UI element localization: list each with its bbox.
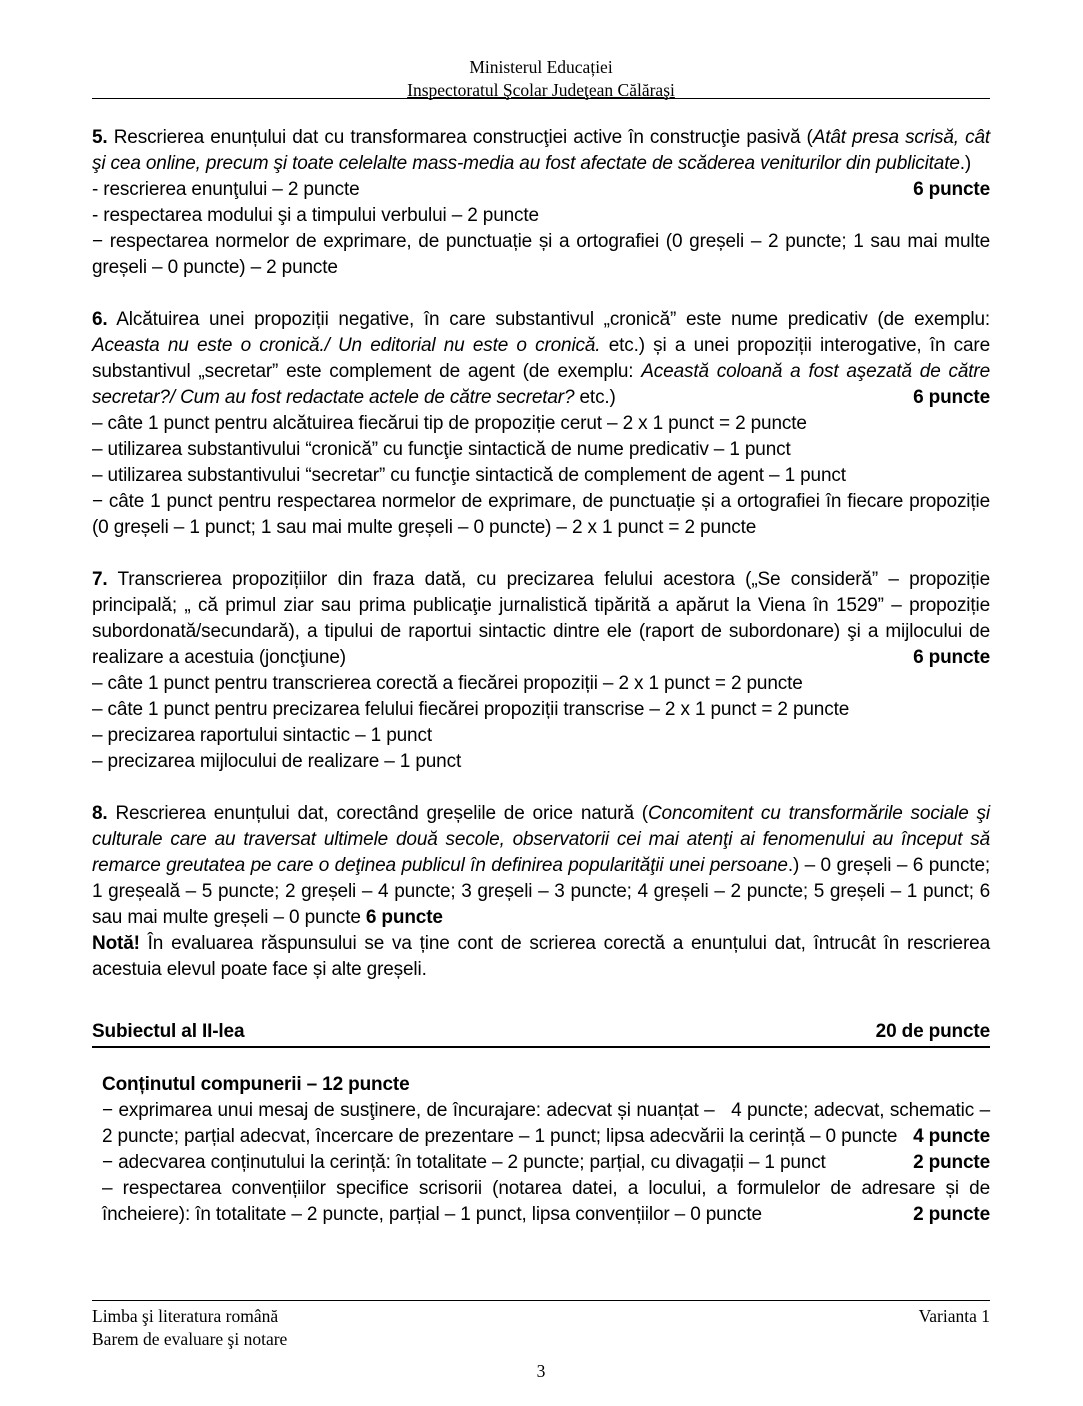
criterion-3-points: 2 puncte xyxy=(913,1204,990,1225)
section-heading-subiect2 xyxy=(92,1019,990,1048)
inspectorate-title: Inspectoratul Şcolar Judeţean Călăraşi xyxy=(407,80,675,100)
item-6-criterion: – utilizarea substantivului “cronică” cu funcţie sintactică de nume predicativ – 1 punct xyxy=(92,439,791,460)
nota-paragraph xyxy=(92,931,990,983)
item-6-text-end: etc.) xyxy=(574,387,616,408)
item-number: 8. xyxy=(92,803,108,824)
page-number: 3 xyxy=(536,1361,546,1381)
item-7-criterion: – precizarea mijlocului de realizare – 1 punct xyxy=(92,751,462,772)
continutul-criterion-1 xyxy=(102,1098,990,1150)
item-5-criterion: − respectarea normelor de exprimare, de punctuație și a ortografiei (0 greșeli – 2 puncte; 1 sau mai multe greșeli – 0 puncte) – 2 puncte xyxy=(92,231,990,278)
page-header xyxy=(92,56,990,102)
item-6-criterion: – câte 1 punct pentru alcătuirea fiecărui tip de propoziție cerut – 2 x 1 punct = 2 puncte xyxy=(92,413,807,434)
criterion-2-text: − adecvarea conținutului la cerință: în totalitate – 2 puncte; parțial, cu divagații – 1 punct xyxy=(102,1152,826,1173)
item-6 xyxy=(92,307,990,541)
footer-doc-type: Barem de evaluare şi notare xyxy=(92,1329,288,1349)
item-number: 5. xyxy=(92,127,108,148)
item-number: 7. xyxy=(92,569,108,590)
item-7-criterion: – precizarea raportului sintactic – 1 punct xyxy=(92,725,432,746)
criterion-1-points: 4 puncte xyxy=(913,1126,990,1147)
subiect2-title: Subiectul al II-lea xyxy=(92,1021,245,1042)
footer-rule xyxy=(92,1300,990,1301)
ministry-title: Ministerul Educației xyxy=(469,57,613,77)
item-6-statement xyxy=(92,307,990,411)
nota-text: În evaluarea răspunsului se va ține cont de scrierea corectă a enunțului dat, întrucât în rescrierea acestuia elevul poate face și alte greșeli. xyxy=(92,933,990,980)
item-6-points: 6 puncte xyxy=(913,387,990,408)
item-5-text: Rescrierea enunțului dat cu transformarea construcţiei active în construcţie pasivă ( xyxy=(107,127,813,148)
footer-row xyxy=(92,1305,990,1351)
nota-label: Notă! xyxy=(92,933,140,954)
item-8 xyxy=(92,801,990,983)
item-5-quoted-sentence: Atât presa scrisă, cât şi cea online, precum şi toate celelalte mass-media au fost afectate de scăderea veniturilor din publicitate xyxy=(92,127,990,174)
item-number: 6. xyxy=(92,309,108,330)
item-6-text: Alcătuirea unei propoziții negative, în care substantivul „cronică” este nume predicativ (de exemplu: xyxy=(107,309,990,330)
item-6-example-1: Aceasta nu este o cronică./ Un editorial nu este o cronică. xyxy=(92,335,601,356)
page-footer xyxy=(92,1300,990,1383)
criterion-1-text: − exprimarea unui mesaj de susţinere, de încurajare: adecvat și nuanțat – 4 puncte; adecvat, schematic – 2 puncte; parțial adecvat, încercare de prezentare – 1 punct; lipsa adecvării la cerință – 0 puncte xyxy=(102,1100,990,1147)
item-5 xyxy=(92,125,990,281)
subiect2-points: 20 de puncte xyxy=(875,1021,990,1042)
item-6-criterion: − câte 1 punct pentru respectarea normelor de exprimare, de punctuație și a ortografiei în fiecare propoziție (0 greșeli – 1 punct; 1 sau mai multe greșeli – 0 puncte) – 2 x 1 punct = 2 puncte xyxy=(92,491,990,538)
continutul-compunerii-section xyxy=(102,1072,990,1228)
item-7-criterion: – câte 1 punct pentru precizarea felului fiecărei propoziții transcrise – 2 x 1 punct = 2 puncte xyxy=(92,699,850,720)
item-6-example-2: Această coloană a fost aşezată de către secretar?/ Cum au fost redactate actele de către secretar? xyxy=(92,361,990,408)
item-5-text-end: .) xyxy=(959,153,972,174)
item-6-criterion: – utilizarea substantivului “secretar” cu funcţie sintactică de complement de agent – 1 punct xyxy=(92,465,846,486)
item-8-scale: .) – 0 greșeli – 6 puncte; 1 greșeală – 5 puncte; 2 greșeli – 4 puncte; 3 greșeli – 3 puncte; 4 greșeli – 2 puncte; 5 greșeli – 1 punct; 6 sau mai multe greșeli – 0 puncte xyxy=(92,855,990,928)
item-7-criterion: – câte 1 punct pentru transcrierea corectă a fiecărei propoziții – 2 x 1 punct = 2 puncte xyxy=(92,673,803,694)
item-7-points: 6 puncte xyxy=(913,647,990,668)
item-5-criterion: - respectarea modului şi a timpului verbului – 2 puncte xyxy=(92,205,539,226)
criterion-2-points: 2 puncte xyxy=(913,1152,990,1173)
item-5-criterion: - rescrierea enunţului – 2 puncte xyxy=(92,179,360,200)
footer-variant: Varianta 1 xyxy=(918,1306,990,1326)
continutul-criterion-2 xyxy=(102,1150,990,1176)
item-7 xyxy=(92,567,990,775)
footer-subject: Limba şi literatura română xyxy=(92,1306,279,1326)
item-8-quoted-sentence: Concomitent cu transformările sociale şi culturale care au traversat ultimele două secole, observatorii cei mai atenţi ai fenomenului au început să remarce greutatea pe care o deţinea publicul în definirea popularităţii unei persoane xyxy=(92,803,990,876)
footer-left xyxy=(92,1305,287,1351)
criterion-3-text: – respectarea convențiilor specifice scrisorii (notarea datei, a locului, a formulelor de adresare și de încheiere): în totalitate – 2 puncte, parțial – 1 punct, lipsa convențiilor – 0 puncte xyxy=(102,1178,990,1225)
continutul-heading: Conținutul compunerii – 12 puncte xyxy=(102,1074,410,1095)
item-8-text: Rescrierea enunțului dat, corectând greșelile de orice natură ( xyxy=(107,803,648,824)
item-8-points: 6 puncte xyxy=(365,907,443,928)
item-7-text: Transcrierea propozițiilor din fraza dată, cu precizarea felului acestora („Se consideră” – propoziție principală; „ că primul ziar sau prima publicaţie jurnalistică tipărită a apărut la Viena în 1529” – propoziție subordonată/secundară), a tipului de raportui sintactic dintre ele (raport de subordonare) şi a mijlocului de realizare a acestuia (joncţiune) xyxy=(92,569,990,668)
item-7-statement xyxy=(92,567,990,671)
item-8-statement xyxy=(92,801,990,931)
item-6-text-2: etc.) și a unei propoziții interogative, în care substantivul „secretar” este complement de agent (de exemplu: xyxy=(92,335,990,382)
continutul-criterion-3 xyxy=(102,1176,990,1228)
item-5-points: 6 puncte xyxy=(913,179,990,200)
